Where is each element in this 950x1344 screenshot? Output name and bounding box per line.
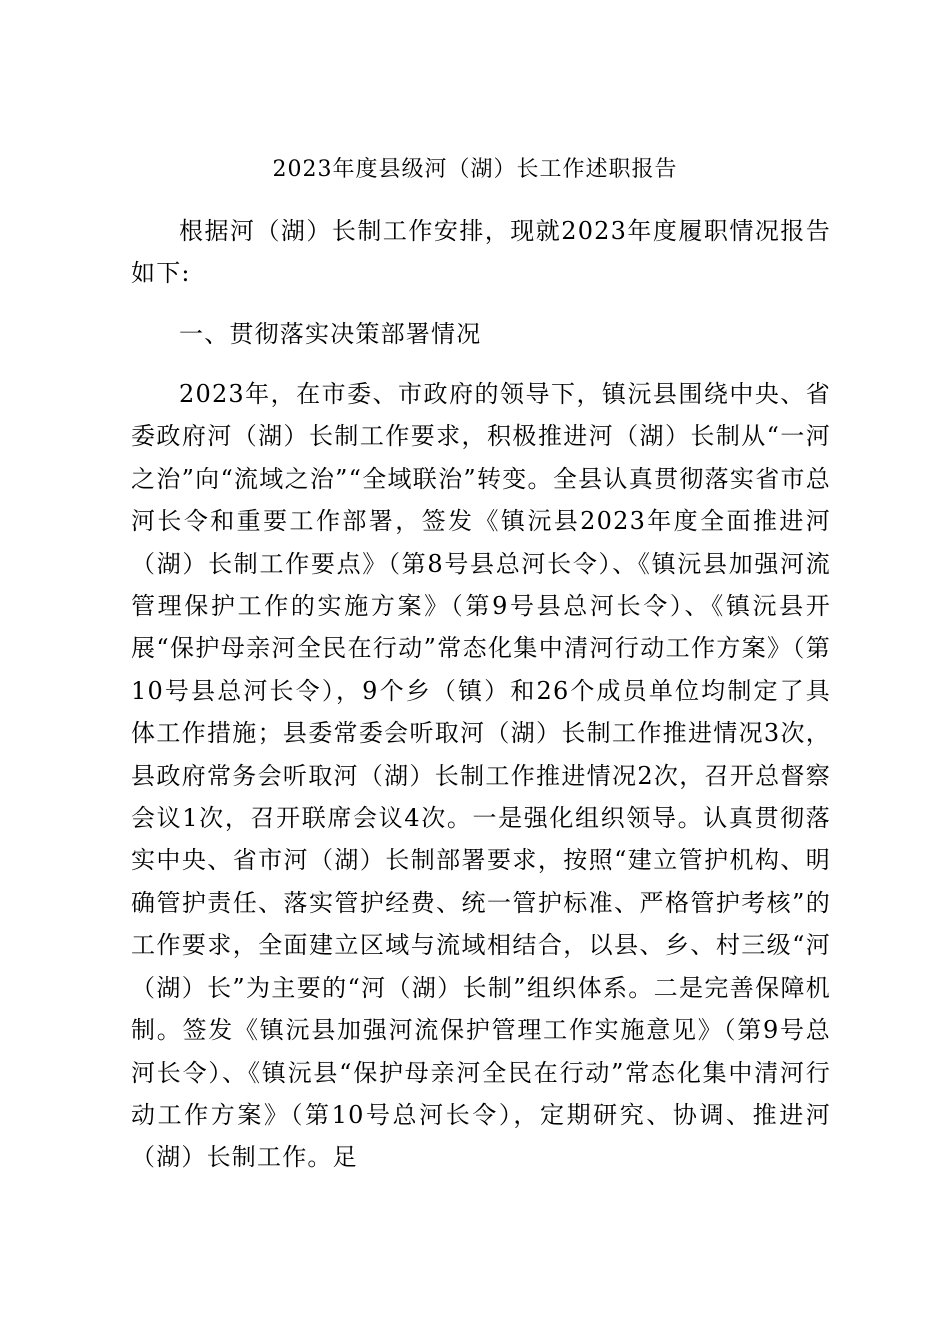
section-body-paragraph: 2023年，在市委、市政府的领导下，镇沅县围绕中央、省委政府河（湖）长制工作要求，积极推进河（湖）长制从“一河之治”向“流域之治”“全域联治”转变。全县认真贯彻落实省市总河长令和重要工作部署，签发《镇沅县2023年度全面推进河（湖）长制工作要点》（第8号县总河长令）、《镇沅县加强河流管理保护工作的实施方案》（第9号县总河长令）、《镇沅县开展“保护母亲河全民在行动”常态化集中清河行动工作方案》（第10号县总河长令），9个乡（镇）和26个成员单位均制定了具体工作措施；县委常委会听取河（湖）长制工作推进情况3次，县政府常务会听取河（湖）长制工作推进情况2次，召开总督察会议1次，召开联席会议4次。一是强化组织领导。认真贯彻落实中央、省市河（湖）长制部署要求，按照“建立管护机构、明确管护责任、落实管护经费、统一管护标准、严格管护考核”的工作要求，全面建立区域与流域相结合，以县、乡、村三级“河（湖）长”为主要的“河（湖）长制”组织体系。二是完善保障机制。签发《镇沅县加强河流保护管理工作实施意见》（第9号总河长令）、《镇沅县“保护母亲河全民在行动”常态化集中清河行动工作方案》（第10号总河长令），定期研究、协调、推进河（湖）长制工作。足 [131, 380, 831, 1172]
section-heading: 一、贯彻落实决策部署情况 [179, 320, 482, 348]
document-title: 2023年度县级河（湖）长工作述职报告 [272, 157, 678, 182]
intro-paragraph: 根据河（湖）长制工作安排，现就2023年度履职情况报告如下: [131, 217, 831, 288]
